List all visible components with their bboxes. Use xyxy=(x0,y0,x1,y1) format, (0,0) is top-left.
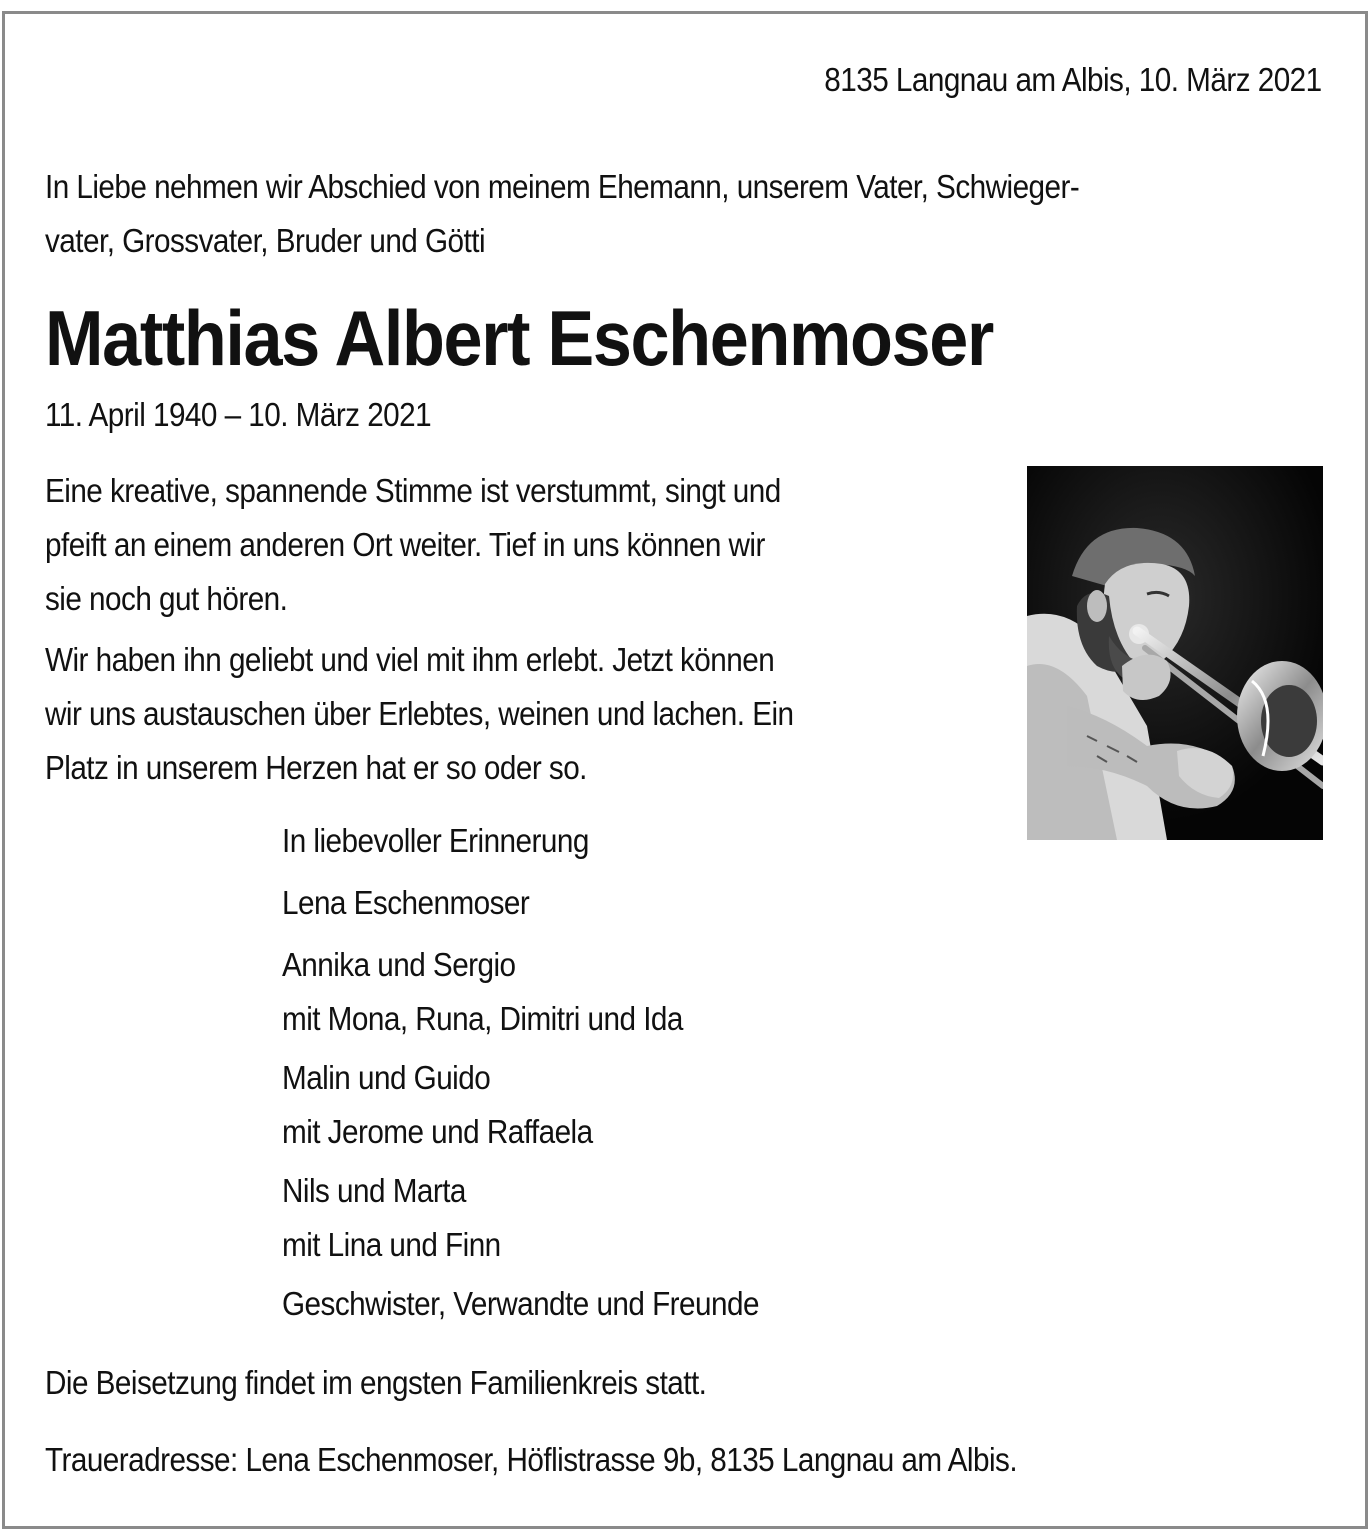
family-children: mit Mona, Runa, Dimitri und Ida xyxy=(282,1000,683,1037)
signatories-heading: In liebevoller Erinnerung xyxy=(282,822,589,859)
signatory-family-1 xyxy=(282,938,683,1046)
tribute-line: Eine kreative, spannende Stimme ist verstummt, singt und xyxy=(45,472,781,509)
signatory-wife: Lena Eschenmoser xyxy=(282,884,530,921)
signatory-family-2 xyxy=(282,1051,593,1159)
tribute-paragraph-2 xyxy=(45,633,794,795)
tribute-line: pfeift an einem anderen Ort weiter. Tief in uns können wir xyxy=(45,526,765,563)
life-dates: 11. April 1940 – 10. März 2021 xyxy=(45,396,432,433)
intro-line-1: In Liebe nehmen wir Abschied von meinem Ehemann, unserem Vater, Schwieger- xyxy=(45,168,1080,205)
burial-notice: Die Beisetzung findet im engsten Familienkreis statt. xyxy=(45,1364,707,1401)
tribute-line: wir uns austauschen über Erlebtes, weinen und lachen. Ein xyxy=(45,695,794,732)
tribute-paragraph-1 xyxy=(45,464,781,626)
family-children: mit Jerome und Raffaela xyxy=(282,1113,593,1150)
intro-text xyxy=(45,160,1305,268)
mourning-address: Traueradresse: Lena Eschenmoser, Höflistrasse 9b, 8135 Langnau am Albis. xyxy=(45,1441,1018,1478)
family-names: Annika und Sergio xyxy=(282,946,516,983)
family-names: Malin und Guido xyxy=(282,1059,491,1096)
place-date: 8135 Langnau am Albis, 10. März 2021 xyxy=(824,61,1322,98)
signatory-others: Geschwister, Verwandte und Freunde xyxy=(282,1285,759,1322)
tribute-line: Wir haben ihn geliebt und viel mit ihm erlebt. Jetzt können xyxy=(45,641,775,678)
family-children: mit Lina und Finn xyxy=(282,1226,501,1263)
family-names: Nils und Marta xyxy=(282,1172,466,1209)
signatory-family-3 xyxy=(282,1164,501,1272)
portrait-photo-icon xyxy=(1027,466,1323,840)
deceased-name: Matthias Albert Eschenmoser xyxy=(45,294,993,382)
intro-line-2: vater, Grossvater, Bruder und Götti xyxy=(45,222,486,259)
tribute-line: Platz in unserem Herzen hat er so oder so. xyxy=(45,749,587,786)
tribute-line: sie noch gut hören. xyxy=(45,580,288,617)
portrait-photo xyxy=(1027,466,1323,840)
